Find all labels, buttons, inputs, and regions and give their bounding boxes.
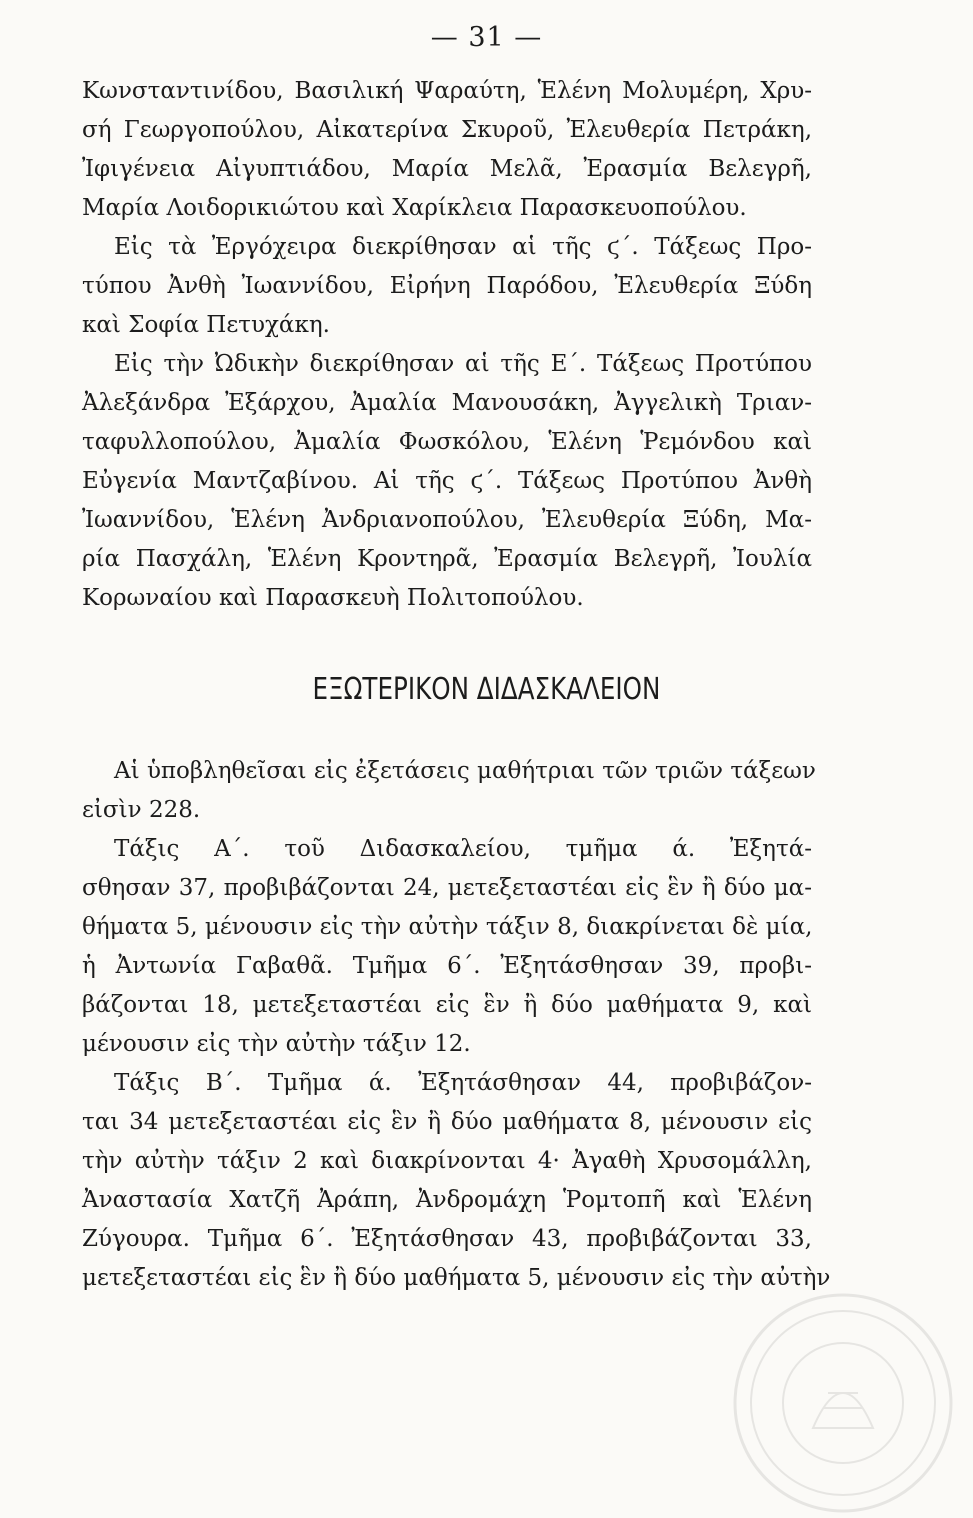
text-line: ταφυλλοπούλου, Ἀμαλία Φωσκόλου, Ἑλένη Ῥεμόνδου καὶ	[82, 429, 812, 455]
text-line: Ζύγουρα. Τμῆμα 6΄. Ἐξητάσθησαν 43, προβιβάζονται 33,	[82, 1226, 812, 1252]
text-line: Ἀλεξάνδρα Ἐξάρχου, Ἀμαλία Μανουσάκη, Ἀγγελικὴ Τριαν-	[82, 390, 812, 416]
page-number: — 31 —	[430, 22, 543, 53]
text-line: Μαρία Λοιδορικιώτου καὶ Χαρίκλεια Παρασκευοπούλου.	[82, 195, 747, 221]
text-line: τύπου Ἀνθὴ Ἰωαννίδου, Εἰρήνη Παρόδου, Ἐλευθερία Ξύδη	[82, 273, 812, 299]
text-line: Κωνσταντινίδου, Βασιλική Ψαραύτη, Ἑλένη Μολυμέρη, Χρυ-	[82, 78, 812, 104]
text-line: ἡ Ἀντωνία Γαβαθᾶ. Τμῆμα 6΄. Ἐξητάσθησαν 39, προβι-	[82, 953, 812, 979]
text-line: Εἰς τὴν Ὠδικὴν διεκρίθησαν αἱ τῆς Ε΄. Τάξεως Προτύπου	[114, 351, 812, 377]
text-line: Ἰφιγένεια Αἰγυπτιάδου, Μαρία Μελᾶ, Ἐρασμία Βελεγρῆ,	[82, 156, 812, 182]
text-line: τὴν αὐτὴν τάξιν 2 καὶ διακρίνονται 4· Ἀγαθὴ Χρυσομάλλη,	[82, 1148, 812, 1174]
text-line: Ἀναστασία Χατζῆ Ἀράπη, Ἀνδρομάχη Ῥομτοπῆ καὶ Ἑλένη	[82, 1187, 812, 1213]
text-line: μένουσιν εἰς τὴν αὐτὴν τάξιν 12.	[82, 1031, 471, 1057]
text-line: Τάξις Α΄. τοῦ Διδασκαλείου, τμῆμα ά. Ἐξητά-	[114, 836, 812, 862]
text-line: ρία Πασχάλη, Ἑλένη Κροντηρᾶ, Ἐρασμία Βελεγρῆ, Ἰουλία	[82, 546, 812, 572]
paragraph-1	[82, 72, 812, 618]
text-line: ται 34 μετεξεταστέαι εἰς ἓν ἢ δύο μαθήματα 8, μένουσιν εἰς	[82, 1109, 812, 1135]
text-line: Τάξις Β΄. Τμῆμα ά. Ἐξητάσθησαν 44, προβιβάζον-	[114, 1070, 812, 1096]
paragraph-2	[82, 752, 831, 1298]
text-line: Ἰωαννίδου, Ἑλένη Ἀνδριανοπούλου, Ἐλευθερία Ξύδη, Μα-	[82, 507, 812, 533]
text-line: Κορωναίου καὶ Παρασκευὴ Πολιτοπούλου.	[82, 585, 584, 611]
text-line: καὶ Σοφία Πετυχάκη.	[82, 312, 330, 338]
text-line: σή Γεωργοπούλου, Αἰκατερίνα Σκυροῦ, Ἐλευθερία Πετράκη,	[82, 117, 812, 143]
text-line: Αἱ ὑποβληθεῖσαι εἰς ἐξετάσεις μαθήτριαι τῶν τριῶν τάξεων	[114, 758, 816, 784]
section-heading: ΕΞΩΤΕΡΙΚΟΝ ΔΙΔΑΣΚΑΛΕΙΟΝ	[312, 672, 661, 707]
text-line: θήματα 5, μένουσιν εἰς τὴν αὐτὴν τάξιν 8, διακρίνεται δὲ μία,	[82, 914, 813, 940]
text-line: σθησαν 37, προβιβάζονται 24, μετεξεταστέαι εἰς ἓν ἢ δύο μα-	[82, 875, 812, 901]
text-line: εἰσὶν 228.	[82, 797, 201, 823]
text-line: μετεξεταστέαι εἰς ἓν ἢ δύο μαθήματα 5, μένουσιν εἰς τὴν αὐτὴν	[82, 1265, 831, 1291]
text-line: βάζονται 18, μετεξεταστέαι εἰς ἓν ἢ δύο μαθήματα 9, καὶ	[82, 992, 812, 1018]
library-seal-icon	[728, 1288, 958, 1518]
text-line: Εἰς τὰ Ἐργόχειρα διεκρίθησαν αἱ τῆς ϛ΄. Τάξεως Προ-	[114, 234, 812, 260]
text-line: Εὐγενία Μαντζαβίνου. Αἱ τῆς ϛ΄. Τάξεως Προτύπου Ἀνθὴ	[82, 468, 812, 494]
